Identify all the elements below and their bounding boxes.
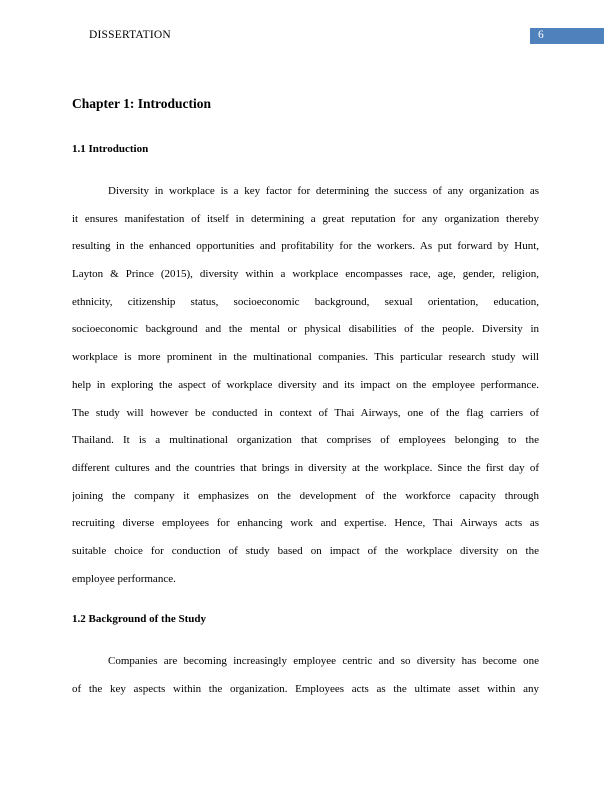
paragraph-line: suitable choice for conduction of study based on impact of the workplace diversity on the <box>72 544 539 557</box>
paragraph-line: it ensures manifestation of itself in determining a great reputation for any organization thereby <box>72 212 539 225</box>
paragraph-line: Companies are becoming increasingly employee centric and so diversity has become one <box>108 655 539 667</box>
introduction-paragraph <box>72 184 539 599</box>
paragraph-line: resulting in the enhanced opportunities and profitability for the workers. As put forward by Hunt, <box>72 240 539 253</box>
paragraph-line: employee performance. <box>72 572 176 585</box>
paragraph-line: The study will however be conducted in context of Thai Airways, one of the flag carriers of <box>72 406 539 419</box>
paragraph-line: Diversity in workplace is a key factor for determining the success of any organization as <box>108 185 539 197</box>
paragraph-line: joining the company it emphasizes on the development of the workforce capacity through <box>72 489 539 502</box>
paragraph-line: socioeconomic background and the mental or physical disabilities of the people. Diversity in <box>72 323 539 336</box>
paragraph-line: Thailand. It is a multinational organization that comprises of employees belonging to the <box>72 434 539 447</box>
paragraph-line: ethnicity, citizenship status, socioeconomic background, sexual orientation, education, <box>72 295 539 308</box>
paragraph-line: Layton & Prince (2015), diversity within a workplace encompasses race, age, gender, religion, <box>72 268 539 281</box>
paragraph-line: different cultures and the countries that brings in diversity at the workplace. Since the first day of <box>72 461 539 474</box>
paragraph-line: workplace is more prominent in the multinational companies. This particular research study will <box>72 351 539 364</box>
paragraph-line: recruiting diverse employees for enhancing work and expertise. Hence, Thai Airways acts as <box>72 517 539 530</box>
page-number-badge <box>530 28 604 44</box>
background-paragraph <box>72 654 539 709</box>
paragraph-line: help in exploring the aspect of workplace diversity and its impact on the employee performance. <box>72 378 539 391</box>
section-heading-introduction: 1.1 Introduction <box>72 143 149 155</box>
running-title: DISSERTATION <box>89 29 171 41</box>
section-heading-background: 1.2 Background of the Study <box>72 613 206 625</box>
paragraph-line: of the key aspects within the organization. Employees acts as the ultimate asset within any <box>72 682 539 695</box>
chapter-title: Chapter 1: Introduction <box>72 96 212 111</box>
page-number: 6 <box>538 29 544 41</box>
